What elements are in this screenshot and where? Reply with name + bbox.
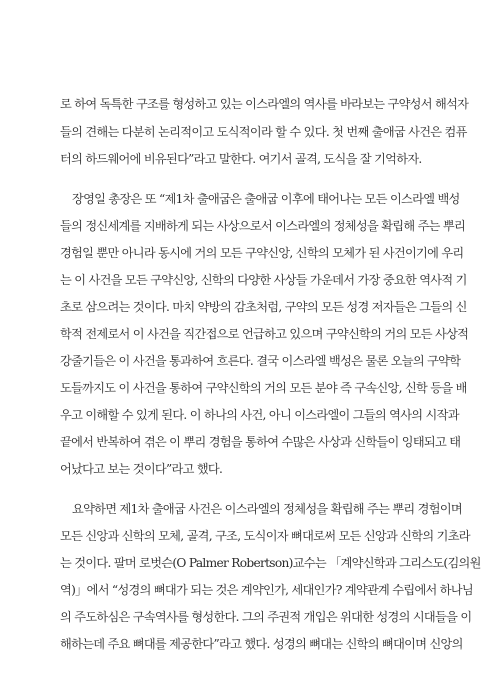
text-line: 학적 전제로서 이 사건을 직간접으로 언급하고 있으며 구약신학의 거의 모든 사상적 [60, 327, 469, 341]
text-line: 터의 하드웨어에 비유된다”라고 말한다. 여기서 골격, 도식을 잘 기억하자. [60, 152, 422, 166]
text-line: 우고 이해할 수 있게 된다. 이 하나의 사건, 아니 이스라엘이 그들의 역사의 시작과 [60, 408, 459, 422]
text-line: 해하는데 주요 뼈대를 제공한다”라고 했다. 성경의 뼈대는 신학의 뼈대이며 신앙의 [60, 637, 463, 651]
text-line: 는 것이다. 팔머 로벗슨(O Palmer Robertson)교수는 「계약신학과 그리스도(김의원 [60, 556, 481, 570]
text-line: 들의 견해는 다분히 논리적이고 도식적이라 할 수 있다. 첫 번째 출애굽 사건은 컴퓨 [60, 125, 467, 139]
text-line: 요약하면 제1차 출애굽 사건은 이스라엘의 정체성을 확립해 주는 뿌리 경험이며 [72, 502, 462, 516]
text-line: 강줄기들은 이 사건을 통과하여 흐른다. 결국 이스라엘 백성은 물론 오늘의 구약학 [60, 354, 461, 368]
text-line: 도들까지도 이 사건을 통하여 구약신학의 거의 모든 분야 즉 구속신앙, 신학 등을 배 [60, 381, 467, 395]
text-line: 는 이 사건을 모든 구약신앙, 신학의 다양한 사상들 가운데서 가장 중요한 역사적 기 [60, 273, 467, 287]
text-line: 초로 삼으려는 것이다. 마치 약방의 감초처럼, 구약의 모든 성경 저자들은 그들의 신 [60, 300, 467, 314]
text-line: 의 주도하심은 구속역사를 형성한다. 그의 주권적 개입은 위대한 성경의 시대들을 이 [60, 610, 472, 624]
text-line: 역)」에서 “성경의 뼈대가 되는 것은 계약인가, 세대인가? 계약관계 수립에서 하나님 [60, 583, 473, 597]
text-line: 장영일 총장은 또 “제1차 출애굽은 출애굽 이후에 태어나는 모든 이스라엘 백성 [72, 192, 460, 206]
text-line: 로 하여 독특한 구조를 형성하고 있는 이스라엘의 역사를 바라보는 구약성서 해석자 [60, 97, 469, 111]
text-line: 어났다고 보는 것이다”라고 했다. [60, 462, 223, 476]
text-line: 끝에서 반복하여 겪은 이 뿌리 경험을 통하여 수많은 사상과 신학들이 잉태되고 태 [60, 435, 461, 449]
text-line: 경험일 뿐만 아니라 동시에 거의 모든 구약신앙, 신학의 모체가 된 사건이기에 우리 [60, 246, 464, 260]
text-line: 모든 신앙과 신학의 모체, 골격, 구조, 도식이자 뼈대로써 모든 신앙과 신학의 기초라 [60, 529, 470, 543]
text-line: 들의 정신세계를 지배하게 되는 사상으로서 이스라엘의 정체성을 확립해 주는 뿌리 [60, 219, 466, 233]
